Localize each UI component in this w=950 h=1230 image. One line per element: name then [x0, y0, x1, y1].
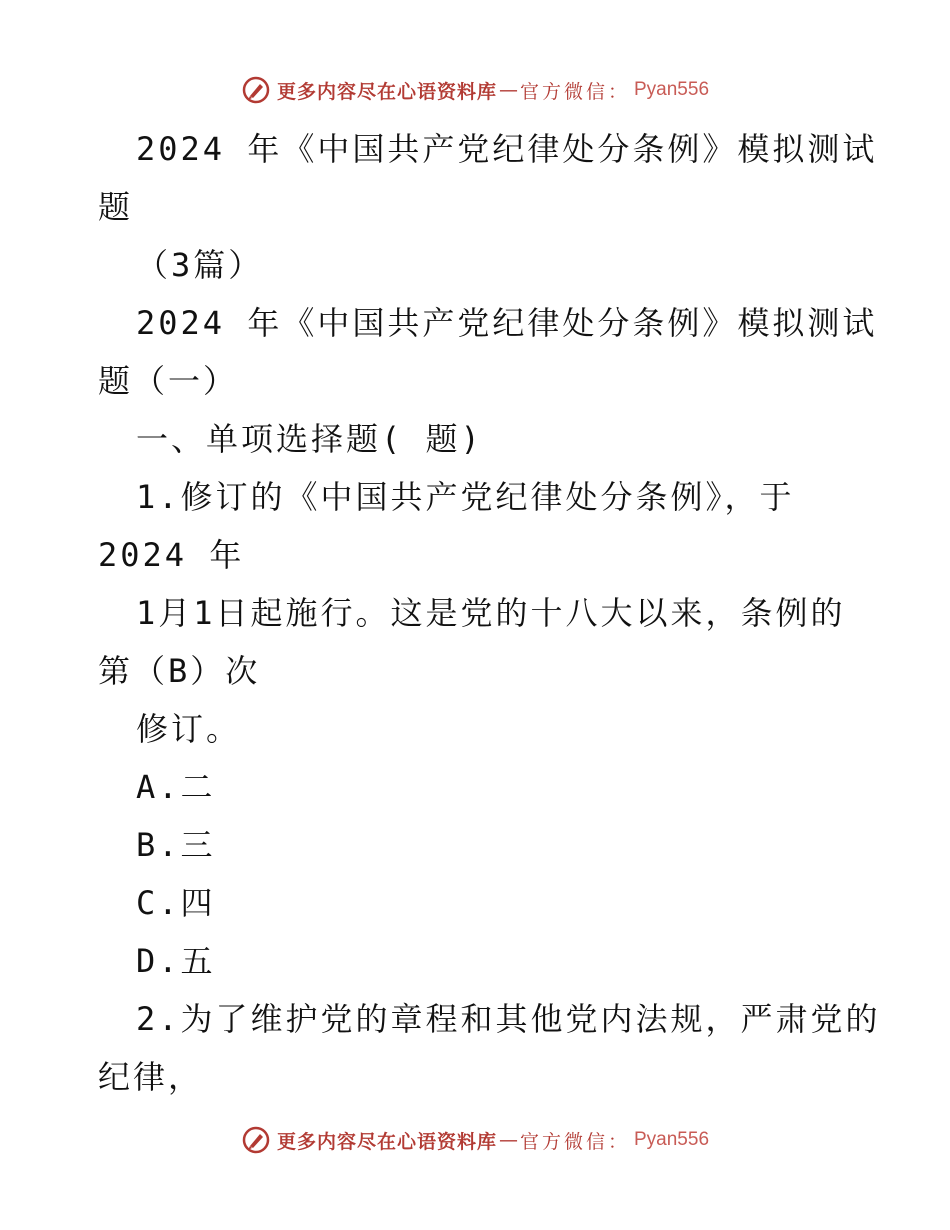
doc-title-line-1: 2024 年《中国共产党纪律处分条例》模拟测试 — [136, 130, 878, 168]
doc-title-count: （3篇） — [136, 246, 264, 284]
question-1-line-3: 1月1日起施行。这是党的十八大以来，条例的 — [136, 594, 846, 632]
header-wechat-id: Pyan556 — [634, 79, 710, 100]
section-title-line-2: 题（一） — [98, 362, 239, 400]
header-watermark — [0, 70, 950, 110]
footer-wechat-id: Pyan556 — [634, 1129, 710, 1150]
header-official-label: 官方微信： — [519, 80, 630, 103]
footer-official-label: 官方微信： — [519, 1130, 630, 1153]
document-body — [98, 120, 881, 1106]
question-type-heading: 一、单项选择题( 题) — [136, 420, 483, 458]
section-title-line-1: 2024 年《中国共产党纪律处分条例》模拟测试 — [136, 304, 878, 342]
question-1-line-1: 1.修订的《中国共产党纪律处分条例》，于 — [136, 478, 795, 516]
question-1-line-2: 2024 年 — [98, 536, 245, 574]
question-2-line-1: 2.为了维护党的章程和其他党内法规，严肃党的 — [136, 1000, 881, 1038]
option-c: C.四 — [136, 884, 216, 922]
footer-brand: 更多内容尽在心语资料库 — [276, 1130, 497, 1153]
option-d: D.五 — [136, 942, 216, 980]
header-brand: 更多内容尽在心语资料库 — [276, 80, 497, 103]
question-2-line-2: 纪律， — [98, 1058, 204, 1096]
question-1-line-5: 修订。 — [136, 710, 242, 748]
header-dash: — — [498, 79, 518, 101]
quill-logo-icon — [241, 1125, 271, 1155]
footer-watermark — [0, 1120, 950, 1160]
quill-logo-icon — [241, 75, 271, 105]
doc-title-line-2: 题 — [98, 188, 134, 226]
option-b: B.三 — [136, 826, 216, 864]
footer-dash: — — [498, 1129, 518, 1151]
question-1-line-4: 第（B）次 — [98, 652, 261, 690]
option-a: A.二 — [136, 768, 216, 806]
